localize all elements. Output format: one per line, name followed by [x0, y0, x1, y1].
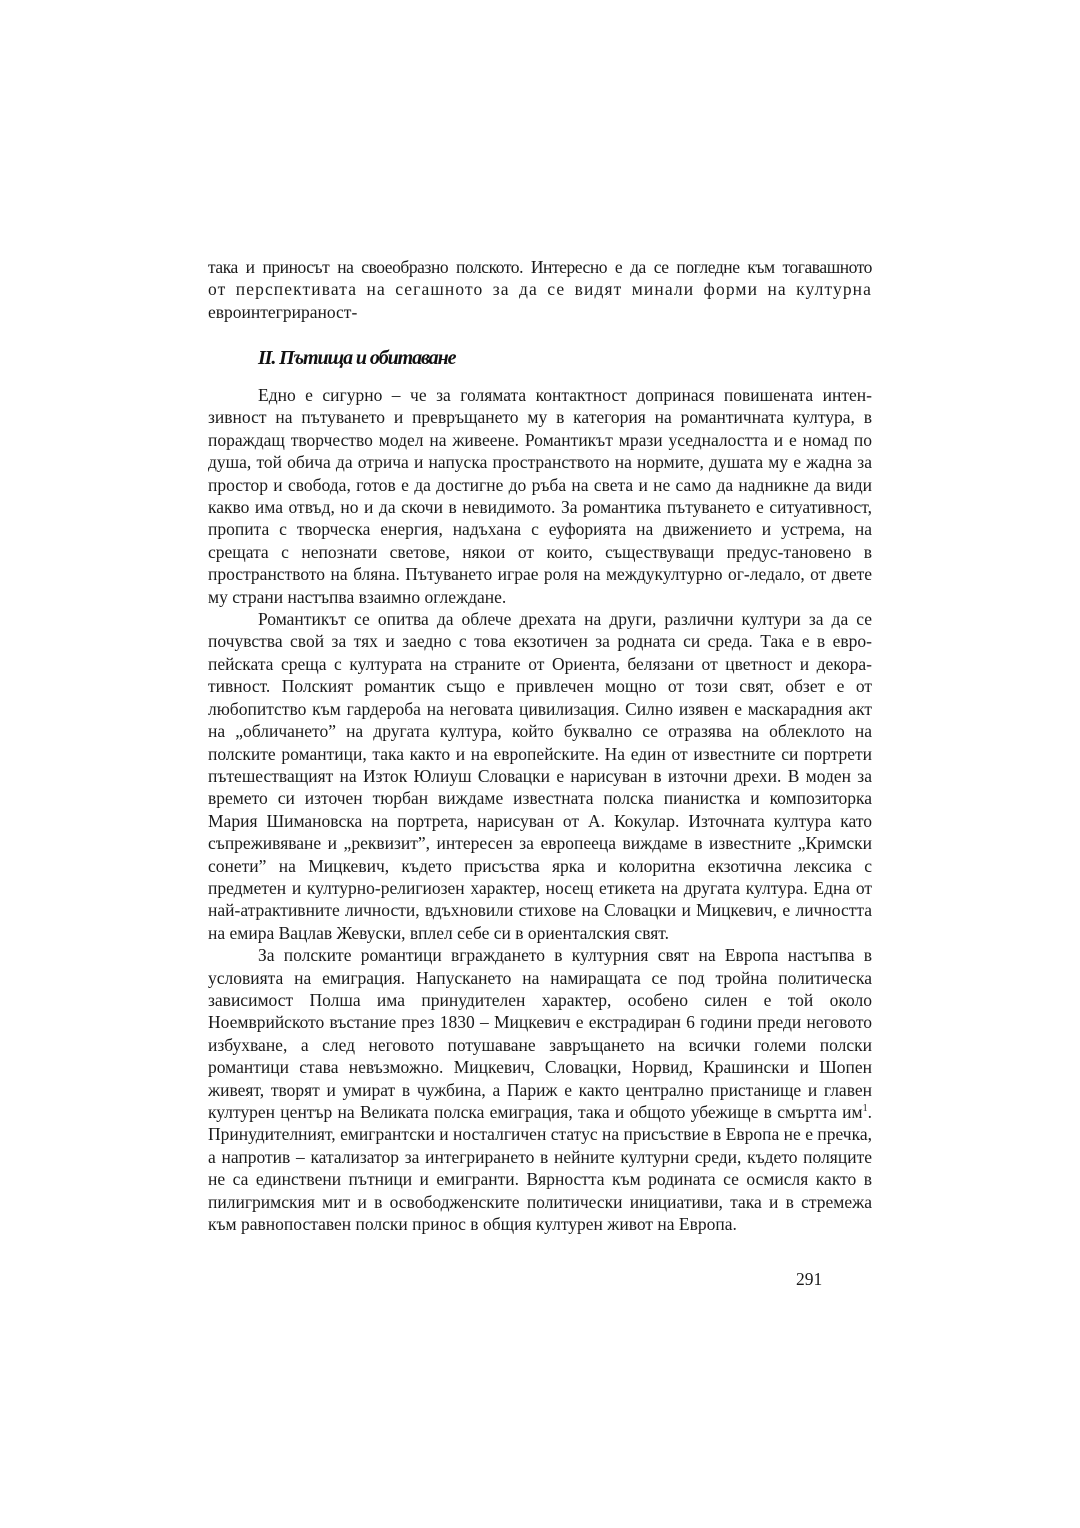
paragraph-text: . Принудителният, емигрантски и носталгичен статус на присъствие в Европа не е пречка, а напротив – катализатор за интегрирането в нейните културни среди, където поляците не са единствени пътници и емигранти. Вярността към родината се осмисля както в пилигримския мит и в освободженските политически инициативи, така и в стремежа към равнопоставен полски принос в общия културен живот на Европа.: [208, 1102, 872, 1235]
intro-paragraph: [208, 256, 872, 323]
paragraph-text: За полските романтици вграждането в културния свят на Европа настъпва в условията на емиграция. Напускането на намиращата се под тройна политическа зависимост Полша има принудителен характер, особено силен е той около Ноемврийското въстание през 1830 – Мицкевич е екстрадиран 6 години преди неговото избухване, а след неговото потушаване завръщането на всички големи полски романтици става невъзможно. Мицкевич, Словацки, Норвид, Крашински и Шопен живеят, творят и умират в чужбина, а Париж е както централно пристанище и главен културен център на Великата полска емиграция, така и общото убежище в смъртта им: [208, 945, 872, 1122]
body-text: [208, 384, 872, 1235]
section-heading: II. Пътища и обитаване: [258, 347, 456, 369]
paragraph-orient: Романтикът се опитва да облече дрехата на други, различни култури за да се почувства свой за тях и заедно с това екзотичен за родната си среда. Така е в евро-пейската среща с културата на страните от Ориента, белязани от цветност и декора-тивност. Полският романтик също е привлечен мощно от този свят, обзет е от любопитство към гардероба на неговата цивилизация. Силно изявен е маскарадния акт на „обличането” на другата култура, който буквално се отразява на облеклото на полските романтици, така както и на европейските. На един от известните си портрети пътешестващият на Изток Юлиуш Словацки е нарисуван в източни дрехи. В моден за времето си източен тюрбан виждаме известната полска пианистка и композиторка Мария Шимановска на портрета, нарисуван от А. Кокулар. Източната култура като съпреживяване и „реквизит”, интересен за европееца виждаме в известните „Кримски сонети” на Мицкевич, където присъства ярка и колоритна екзотична лексика с предметен и културно-религиозен характер, носещ етикета на другата култура. Една от най-атрактивните личности, вдъхновили стихове на Словацки и Мицкевич, е личността на емира Вацлав Жевуски, вплел себе си в ориенталския свят.: [208, 609, 872, 943]
intro-line: евроинтегрираност-: [208, 301, 358, 322]
intro-line: от перспективата на сегашното за да се видят минали форми на културна: [208, 279, 872, 300]
footnote-marker: 1: [862, 1103, 868, 1115]
page-number: 291: [796, 1269, 823, 1289]
intro-line: така и приносът на своеобразно полското. Интересно е да се погледне към тогавашното: [208, 257, 872, 277]
paragraph-travel: Едно е сигурно – че за голямата контактност допринася повишената интен-зивност на пътуването и превръщането му в категория на романтичната култура, в пораждащ творчество модел на живеене. Романтикът мрази уседналостта и е номад по душа, той обича да отрича и напуска пространството на нормите, душата му е жадна за простор и свобода, готов е да достигне до ръба на света и не само да надникне да види какво има отвъд, но и да скочи в невидимото. За романтика пътуването е ситуативност, пропита с творческа енергия, надъхана с еуфорията на движението и устрема, на срещата с непознати светове, някои от които, съществуващи предус-тановено в пространството на бляна. Пътуването играе роля на междукултурно ог-ледало, от двете му страни настъпва взаимно оглеждане.: [208, 385, 872, 607]
paragraph-emigration: [208, 944, 872, 1235]
